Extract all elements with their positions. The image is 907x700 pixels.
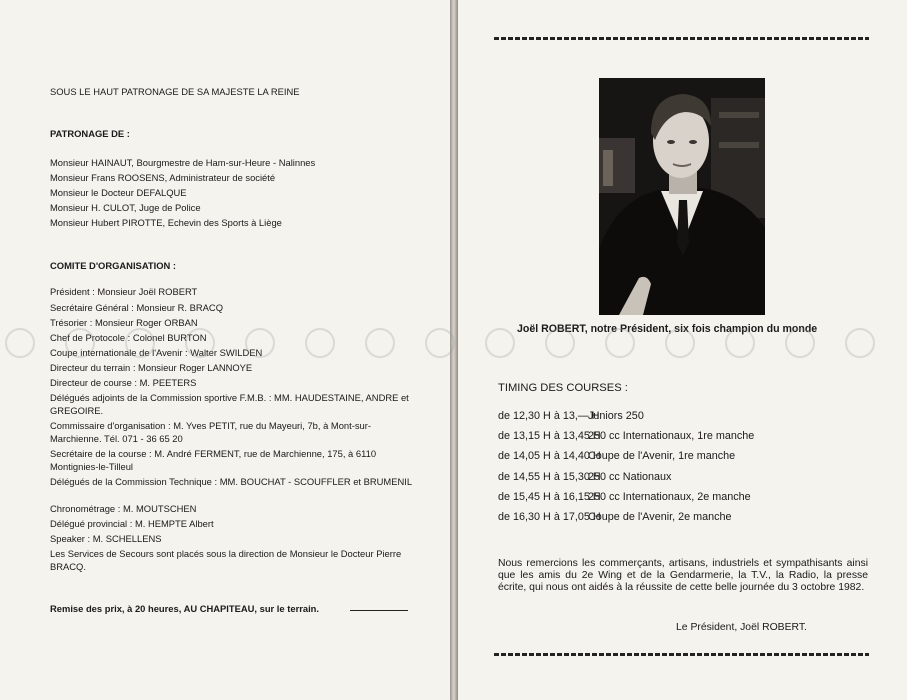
- timing-time: de 13,15 H à 13,45 H: [498, 430, 601, 442]
- patron-item: Monsieur Hubert PIROTTE, Echevin des Sports à Liège: [50, 217, 282, 228]
- committee-item: Délégué provincial : M. HEMPTE Albert: [50, 518, 214, 529]
- patronage-heading: PATRONAGE DE :: [50, 128, 130, 139]
- patronage-top: SOUS LE HAUT PATRONAGE DE SA MAJESTE LA REINE: [50, 86, 300, 97]
- committee-item: Chef de Protocole : Colonel BURTON: [50, 332, 207, 343]
- committee-heading: COMITE D'ORGANISATION :: [50, 260, 177, 271]
- timing-event: 250 cc Internationaux, 1re manche: [588, 430, 755, 442]
- patron-item: Monsieur Frans ROOSENS, Administrateur de société: [50, 172, 276, 183]
- committee-item: Chronométrage : M. MOUTSCHEN: [50, 503, 197, 514]
- committee-item: Trésorier : Monsieur Roger ORBAN: [50, 317, 198, 328]
- book-spine: [450, 0, 458, 700]
- committee-item: Directeur de course : M. PEETERS: [50, 377, 197, 388]
- committee-item: Coupe internationale de l'Avenir : Walter SWILDEN: [50, 347, 263, 358]
- committee-item: Délégués adjoints de la Commission sportive F.M.B. : MM. HAUDESTAINE, ANDRE et GREGOIRE.: [50, 392, 409, 416]
- timing-time: de 14,55 H à 15,30 H: [498, 471, 601, 483]
- president-signature: Le Président, Joël ROBERT.: [676, 622, 807, 633]
- timing-event: 250 cc Internationaux, 2e manche: [588, 491, 751, 503]
- committee-item: Président : Monsieur Joël ROBERT: [50, 286, 198, 297]
- timing-time: de 12,30 H à 13,— H: [498, 410, 600, 422]
- timing-time: de 15,45 H à 16,15 H: [498, 491, 601, 503]
- prize-underline: [350, 610, 408, 611]
- photo-caption: Joël ROBERT, notre Président, six fois champion du monde: [517, 323, 818, 335]
- timing-time: de 14,05 H à 14,40 H: [498, 450, 601, 462]
- committee-item: Les Services de Secours sont placés sous la direction de Monsieur le Docteur Pierre BRACQ.: [50, 548, 402, 572]
- committee-item: Secrétaire de la course : M. André FERMENT, rue de Marchienne, 175, à 6110 Montignies-le-Tilleul: [50, 448, 377, 472]
- left-page: [0, 0, 450, 700]
- bottom-dashed-rule: [494, 653, 869, 656]
- patron-item: Monsieur le Docteur DEFALQUE: [50, 187, 187, 198]
- timing-title: TIMING DES COURSES :: [498, 382, 628, 394]
- committee-item: Commissaire d'organisation : M. Yves PETIT, rue du Mayeuri, 7b, à Mont-sur-Marchienne. Tél. 071 - 36 65 20: [50, 420, 372, 444]
- committee-item: Délégués de la Commission Technique : MM. BOUCHAT - SCOUFFLER et BRUMENIL: [50, 476, 413, 487]
- thanks-paragraph: Nous remercions les commerçants, artisans, industriels et sympathisants ainsi que les amis du 2e Wing et de la Gendarmerie, la T.V., la Radio, la presse écrite, qui nous ont aidés à la réussite de cette belle journée du 3 octobre 1982.: [498, 558, 868, 593]
- patron-item: Monsieur H. CULOT, Juge de Police: [50, 202, 201, 213]
- committee-item: Speaker : M. SCHELLENS: [50, 533, 162, 544]
- prize-note: Remise des prix, à 20 heures, AU CHAPITEAU, sur le terrain.: [50, 603, 320, 614]
- timing-event: Coupe de l'Avenir, 1re manche: [588, 450, 736, 462]
- patron-item: Monsieur HAINAUT, Bourgmestre de Ham-sur-Heure - Nalinnes: [50, 157, 316, 168]
- president-photo: [599, 78, 765, 315]
- committee-item: Directeur du terrain : Monsieur Roger LANNOYE: [50, 362, 253, 373]
- president-portrait-image: [599, 78, 765, 315]
- committee-item: Secrétaire Général : Monsieur R. BRACQ: [50, 302, 223, 313]
- right-page: [458, 0, 907, 700]
- timing-event: 250 cc Nationaux: [588, 471, 672, 483]
- timing-time: de 16,30 H à 17,05 H: [498, 511, 601, 523]
- top-dashed-rule: [494, 37, 869, 40]
- timing-event: Coupe de l'Avenir, 2e manche: [588, 511, 732, 523]
- timing-event: Juniors 250: [588, 410, 644, 422]
